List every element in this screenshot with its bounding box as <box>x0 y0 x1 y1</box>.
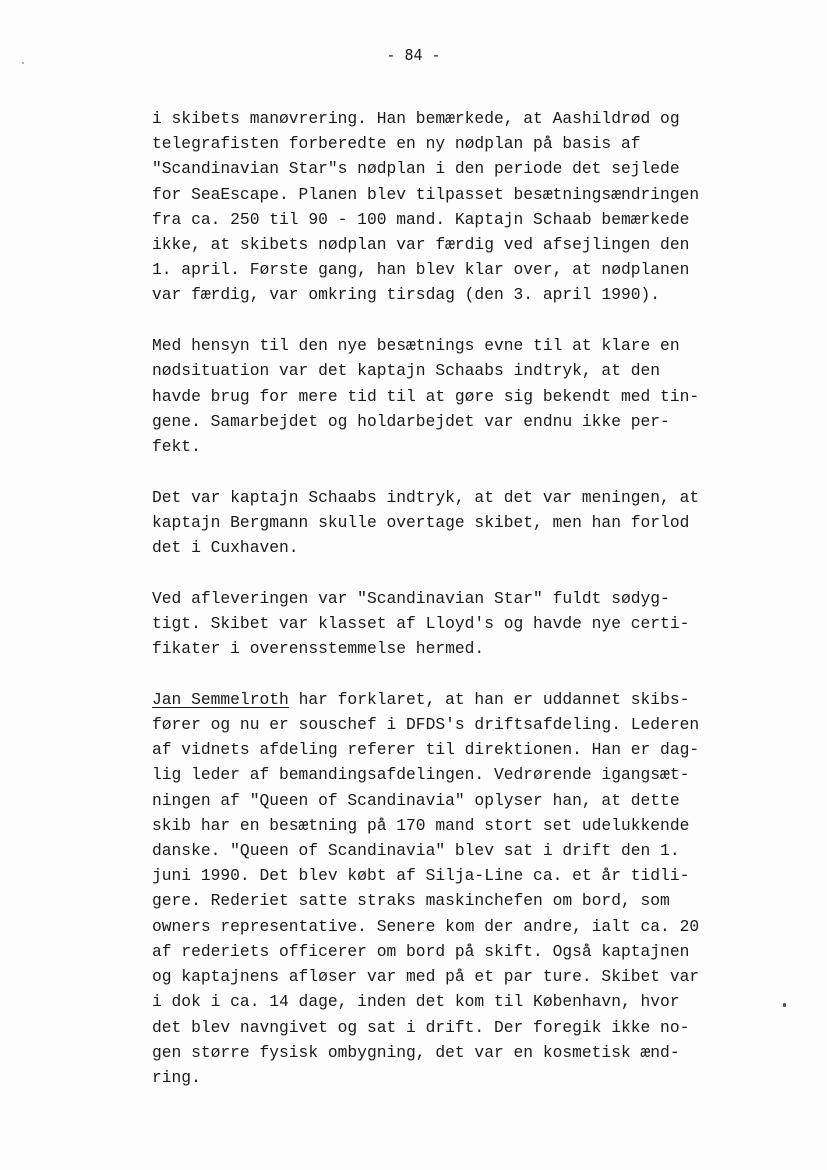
text-line: nødsituation var det kaptajn Schaabs indtryk, at den <box>152 361 661 381</box>
body-text <box>152 106 772 1090</box>
paragraph-2 <box>152 333 772 459</box>
text-line: gene. Samarbejdet og holdarbejdet var endnu ikke per- <box>152 411 670 431</box>
text-line: af rederiets officerer om bord på skift. Også kaptajnen <box>152 941 690 961</box>
text-line: "Scandinavian Star"s nødplan i den periode det sejlede <box>152 159 680 179</box>
text-line: gere. Rederiet satte straks maskinchefen om bord, som <box>152 891 670 911</box>
paragraph-4 <box>152 586 772 662</box>
paragraph-gap <box>152 560 772 586</box>
text-line: Ved afleveringen var "Scandinavian Star" fuldt sødyg- <box>152 588 670 608</box>
text-line: var færdig, var omkring tirsdag (den 3. april 1990). <box>152 285 661 305</box>
scan-speck <box>22 62 24 64</box>
text-line: tigt. Skibet var klasset af Lloyd's og havde nye certi- <box>152 613 690 633</box>
first-line-rest: har forklaret, at han er uddannet skibs- <box>288 689 690 709</box>
text-line: i dok i ca. 14 dage, inden det kom til København, hvor <box>152 992 680 1012</box>
text-line: 1. april. Første gang, han blev klar over, at nødplanen <box>152 260 690 280</box>
text-line: fra ca. 250 til 90 - 100 mand. Kaptajn Schaab bemærkede <box>152 209 690 229</box>
page-number: - 84 - <box>386 46 441 64</box>
paragraph-gap <box>152 459 772 485</box>
text-line: ring. <box>152 1067 201 1087</box>
text-line: og kaptajnens afløser var med på et par ture. Skibet var <box>152 967 700 987</box>
paragraph-gap <box>152 308 772 334</box>
text-line: fører og nu er souschef i DFDS's driftsafdeling. Lederen <box>152 715 700 735</box>
text-line: havde brug for mere tid til at gøre sig bekendt med tin- <box>152 386 700 406</box>
paragraph-gap <box>152 661 772 687</box>
text-line: Det var kaptajn Schaabs indtryk, at det var meningen, at <box>152 487 700 507</box>
text-line: for SeaEscape. Planen blev tilpasset besætningsændringen <box>152 184 700 204</box>
text-line: i skibets manøvrering. Han bemærkede, at Aashildrød og <box>152 109 680 128</box>
text-line: Med hensyn til den nye besætnings evne til at klare en <box>152 336 680 356</box>
text-line: kaptajn Bergmann skulle overtage skibet, men han forlod <box>152 512 690 532</box>
text-line: lig leder af bemandingsafdelingen. Vedrørende igangsæt- <box>152 765 690 785</box>
paragraph-1 <box>152 106 772 308</box>
text-line: owners representative. Senere kom der andre, ialt ca. 20 <box>152 916 700 936</box>
text-line: ningen af "Queen of Scandinavia" oplyser han, at dette <box>152 790 680 810</box>
paragraph-3 <box>152 485 772 561</box>
text-line: det blev navngivet og sat i drift. Der foregik ikke no- <box>152 1017 690 1037</box>
text-line: juni 1990. Det blev købt af Silja-Line ca. et år tidli- <box>152 866 690 886</box>
text-line: danske. "Queen of Scandinavia" blev sat i drift den 1. <box>152 841 680 861</box>
witness-name: Jan Semmelroth <box>152 689 289 709</box>
text-line: fekt. <box>152 436 201 456</box>
text-line: telegrafisten forberedte en ny nødplan på basis af <box>152 134 641 154</box>
text-line: det i Cuxhaven. <box>152 538 299 558</box>
text-line: fikater i overensstemmelse hermed. <box>152 639 485 659</box>
text-line: af vidnets afdeling referer til direktionen. Han er dag- <box>152 740 700 760</box>
text-line: ikke, at skibets nødplan var færdig ved afsejlingen den <box>152 235 690 255</box>
text-line: gen større fysisk ombygning, det var en kosmetisk ænd- <box>152 1042 680 1062</box>
scan-speck <box>783 1003 786 1007</box>
paragraph-5 <box>152 687 772 1090</box>
text-line: skib har en besætning på 170 mand stort set udelukkende <box>152 815 690 835</box>
text-line-first <box>152 687 772 712</box>
